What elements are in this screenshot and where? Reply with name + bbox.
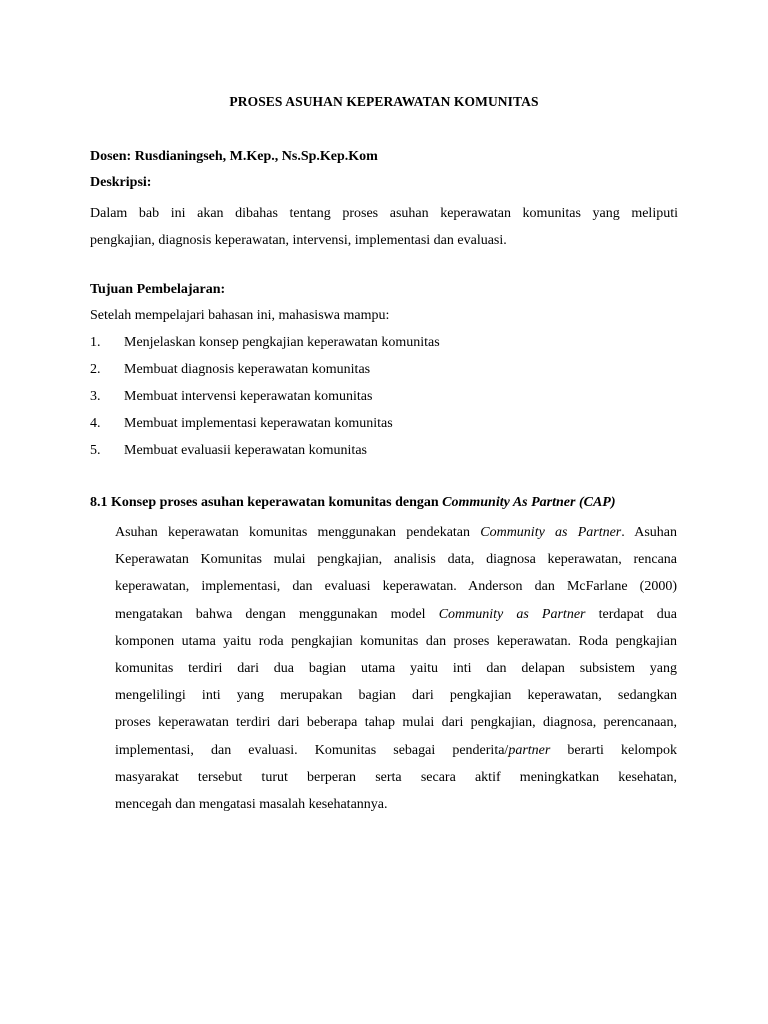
line-text: mencegah dan mengatasi masalah kesehatannya. [115, 797, 388, 813]
line-text-tail: . Asuhan [621, 525, 677, 540]
goal-number: 2. [90, 362, 101, 377]
goals-list [90, 334, 678, 469]
line-italic: Community as Partner [438, 606, 586, 622]
goal-number: 4. [90, 416, 101, 431]
section-heading-text: 8.1 Konsep proses asuhan keperawatan komunitas dengan [90, 495, 443, 510]
document-title: PROSES ASUHAN KEPERAWATAN KOMUNITAS [229, 94, 539, 109]
line-text: Asuhan keperawatan komunitas menggunakan pendekatan [115, 525, 481, 540]
paragraph-line [115, 737, 677, 764]
goal-text: Membuat evaluasii keperawatan komunitas [124, 443, 367, 458]
goal-item [90, 442, 678, 469]
goal-text: Membuat diagnosis keperawatan komunitas [124, 362, 371, 377]
description-line: Dalam bab ini akan dibahas tentang proses asuhan keperawatan komunitas yang meliputi [90, 206, 678, 221]
paragraph-line [115, 791, 677, 818]
section-heading [90, 495, 678, 511]
paragraph-line [115, 709, 677, 736]
line-italic: Community as Partner [480, 525, 622, 540]
description-paragraph [90, 200, 678, 254]
line-text: masyarakat tersebut turut berperan serta secara aktif meningkatkan kesehatan, [115, 769, 677, 785]
line-text-tail: berarti kelompok [550, 742, 677, 758]
line-text: komunitas terdiri dari dua bagian utama yaitu inti dan delapan subsistem yang [115, 661, 677, 677]
goal-item [90, 415, 678, 442]
paragraph-line [115, 573, 677, 600]
line-text: proses keperawatan terdiri dari beberapa tahap mulai dari pengkajian, diagnosa, perencanaan, [115, 715, 677, 731]
goal-number: 1. [90, 335, 101, 350]
goal-item [90, 334, 678, 361]
paragraph-line [115, 519, 677, 546]
description-label: Deskripsi: [90, 175, 152, 190]
lecturer-line: Dosen: Rusdianingseh, M.Kep., Ns.Sp.Kep.Kom [90, 149, 378, 164]
paragraph-line [115, 628, 677, 655]
paragraph-line [115, 546, 677, 573]
description-line: pengkajian, diagnosis keperawatan, intervensi, implementasi dan evaluasi. [90, 233, 507, 248]
line-text-tail: terdapat dua [585, 606, 678, 622]
goal-text: Menjelaskan konsep pengkajian keperawatan komunitas [124, 335, 440, 350]
paragraph-line [115, 655, 677, 682]
goals-intro: Setelah mempelajari bahasan ini, mahasiswa mampu: [90, 308, 390, 323]
line-italic: partner [508, 742, 551, 758]
line-text: implementasi, dan evaluasi. Komunitas sebagai penderita/ [115, 742, 509, 758]
paragraph-line [115, 682, 677, 709]
goal-text: Membuat implementasi keperawatan komunitas [124, 416, 393, 431]
goal-item [90, 361, 678, 388]
goal-text: Membuat intervensi keperawatan komunitas [124, 389, 373, 404]
section-paragraph [115, 519, 677, 818]
section-heading-italic: Community As Partner (CAP) [442, 495, 616, 510]
line-text: Keperawatan Komunitas mulai pengkajian, analisis data, diagnosa keperawatan, rencana [115, 552, 677, 568]
goal-number: 3. [90, 389, 101, 404]
line-text: keperawatan, implementasi, dan evaluasi keperawatan. Anderson dan McFarlane (2000) [115, 579, 677, 595]
paragraph-line [115, 764, 677, 791]
goal-item [90, 388, 678, 415]
paragraph-line [115, 601, 677, 628]
line-text: komponen utama yaitu roda pengkajian komunitas dan proses keperawatan. Roda pengkajian [115, 633, 677, 649]
goals-label: Tujuan Pembelajaran: [90, 282, 226, 297]
goal-number: 5. [90, 443, 101, 458]
line-text: mengatakan bahwa dengan menggunakan model [115, 606, 439, 622]
line-text: mengelilingi inti yang merupakan bagian dari pengkajian keperawatan, sedangkan [115, 688, 677, 704]
